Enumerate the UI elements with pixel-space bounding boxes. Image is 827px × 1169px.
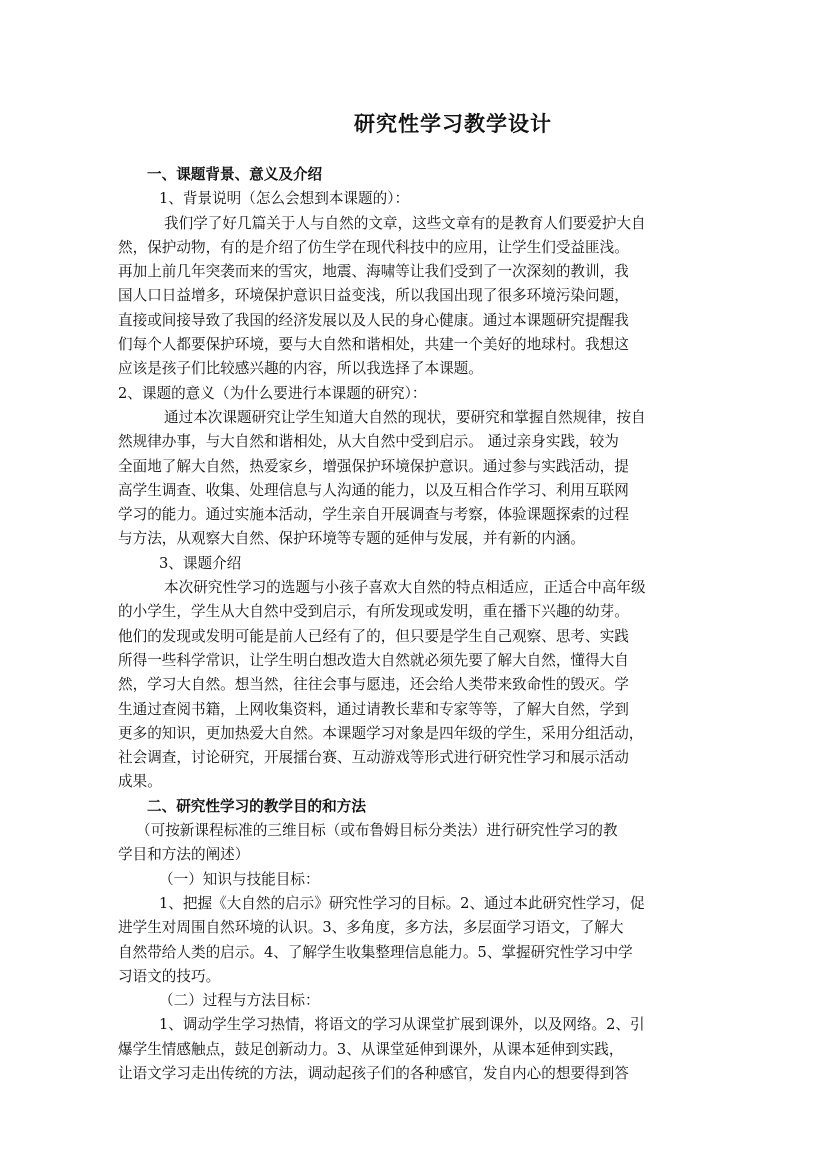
text-line: 社会调查，讨论研究，开展擂台赛、互动游戏等形式进行研究性学习和展示活动: [118, 749, 629, 767]
text-line: （可按新课程标准的三维目标（或布鲁姆目标分类法）进行研究性学习的教: [136, 822, 618, 840]
text-line: 然规律办事，与大自然和谐相处，从大自然中受到启示。 通过亲身实践，较为: [118, 433, 619, 451]
text-line: 3、课题介绍: [159, 554, 242, 572]
text-line: 高学生调查、收集、处理信息与人沟通的能力，以及互相合作学习、利用互联网: [118, 481, 629, 499]
section-heading: 一、课题背景、意义及介绍: [147, 166, 323, 183]
text-line: （二）过程与方法目标：: [159, 992, 320, 1010]
text-line: 爆学生情感触点，鼓足创新动力。3、从课堂延伸到课外，从课本延伸到实践，: [118, 1040, 624, 1058]
text-line: 让语文学习走出传统的方法，调动起孩子们的各种感官，发自内心的想要得到答: [118, 1064, 629, 1082]
text-line: 进学生对周围自然环境的认识。3、多角度，多方法，多层面学习语文，了解大: [118, 919, 624, 937]
text-line: 学目和方法的阐述）: [118, 846, 250, 864]
text-line: 然，学习大自然。想当然，往往会事与愿违，还会给人类带来致命性的毁灭。学: [118, 676, 629, 694]
text-line: 直接或间接导致了我国的经济发展以及人民的身心健康。通过本课题研究提醒我: [118, 311, 629, 329]
document-body: [118, 163, 710, 1086]
text-line: 本次研究性学习的选题与小孩子喜欢大自然的特点相适应，正适合中高年级: [164, 579, 646, 597]
text-line: 们每个人都要保护环境，要与大自然和谐相处，共建一个美好的地球村。我想这: [118, 336, 629, 354]
text-line: 自然带给人类的启示。4、了解学生收集整理信息能力。5、掌握研究性学习中学: [118, 943, 633, 961]
text-line: 2、课题的意义（为什么要进行本课题的研究）：: [118, 384, 427, 402]
text-line: 成果。: [118, 773, 162, 791]
text-line: 他们的发现或发明可能是前人已经有了的，但只要是学生自己观察、思考、实践: [118, 627, 629, 645]
text-line: （一）知识与技能目标：: [159, 870, 320, 888]
text-line: 1、背景说明（怎么会想到本课题的）：: [159, 190, 410, 208]
text-line: 所得一些科学常识，让学生明白想改造大自然就必须先要了解大自然，懂得大自: [118, 651, 629, 669]
text-line: 通过本次课题研究让学生知道大自然的现状，要研究和掌握自然规律，按自: [164, 408, 646, 426]
document-title: 研究性学习教学设计: [354, 111, 552, 136]
text-line: 然，保护动物，有的是介绍了仿生学在现代科技中的应用，让学生们受益匪浅。: [118, 238, 629, 256]
text-line: 1、调动学生学习热情，将语文的学习从课堂扩展到课外，以及网络。2、引: [159, 1016, 645, 1034]
text-line: 与方法，从观察大自然、保护环境等专题的延伸与发展，并有新的内涵。: [118, 530, 586, 548]
text-line: 的小学生，学生从大自然中受到启示，有所发现或发明，重在播下兴趣的幼芽。: [118, 603, 629, 621]
text-line: 国人口日益增多，环境保护意识日益变浅，所以我国出现了很多环境污染问题，: [118, 287, 629, 305]
text-line: 更多的知识，更加热爱大自然。本课题学习对象是四年级的学生，采用分组活动，: [118, 724, 644, 742]
text-line: 再加上前几年突袭而来的雪灾，地震、海啸等让我们受到了一次深刻的教训，我: [118, 263, 629, 281]
text-line: 全面地了解大自然，热爱家乡，增强保护环境保护意识。通过参与实践活动，提: [118, 457, 629, 475]
text-line: 应该是孩子们比较感兴趣的内容，所以我选择了本课题。: [118, 360, 483, 378]
text-line: 1、把握《大自然的启示》研究性学习的目标。2、通过本此研究性学习，促: [159, 894, 645, 912]
section-heading: 二、研究性学习的教学目的和方法: [147, 797, 366, 815]
text-line: 我们学了好几篇关于人与自然的文章，这些文章有的是教育人们要爱护大自: [164, 214, 646, 232]
text-line: 生通过查阅书籍，上网收集资料，通过请教长辈和专家等等，了解大自然，学到: [118, 700, 629, 718]
text-line: 习语文的技巧。: [118, 967, 221, 985]
text-line: 学习的能力。通过实施本活动，学生亲自开展调查与考察，体验课题探索的过程: [118, 506, 629, 524]
